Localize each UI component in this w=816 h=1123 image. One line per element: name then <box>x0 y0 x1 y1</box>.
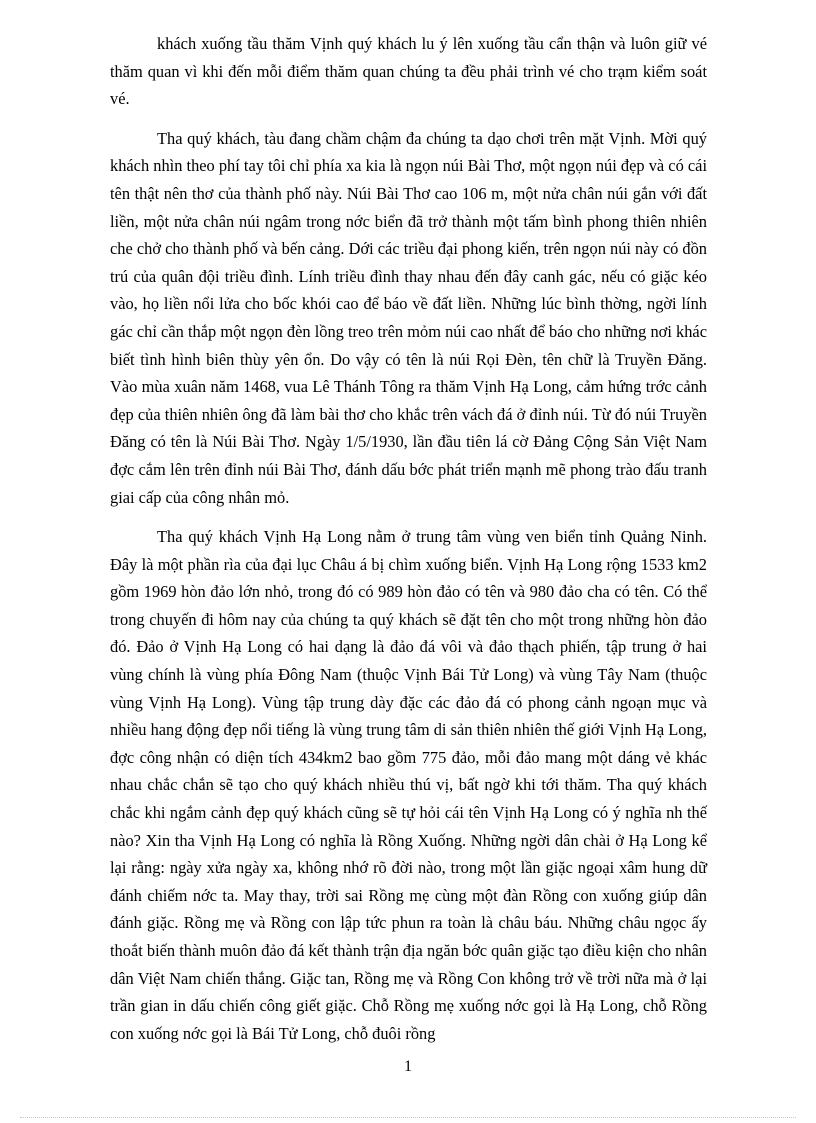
document-body <box>110 30 707 1059</box>
paragraph-3: Tha quý khách Vịnh Hạ Long nằm ở trung tâm vùng ven biển tỉnh Quảng Ninh. Đây là một phần rìa của đại lục Châu á bị chìm xuống biển. Vịnh Hạ Long rộng 1533 km2 gồm 1969 hòn đảo lớn nhỏ, trong đó có 989 hòn đảo có tên và 980 đảo cha có tên. Có thể trong chuyến đi hôm nay của chúng ta quý khách sẽ đặt tên cho một trong những hòn đảo đó. Đảo ở Vịnh Hạ Long có hai dạng là đảo đá vôi và đảo thạch phiến, tập trung ở hai vùng chính là vùng phía Đông Nam (thuộc Vịnh Bái Tử Long) và vùng Tây Nam (thuộc vùng Vịnh Hạ Long). Vùng tập trung dày đặc các đảo đá có phong cảnh ngoạn mục và nhiều hang động đẹp nổi tiếng là vùng trung tâm di sản thiên nhiên thế giới Vịnh Hạ Long, đợc công nhận có diện tích 434km2 bao gồm 775 đảo, mỗi đảo mang một dáng vẻ khác nhau chắc chắn sẽ tạo cho quý khách nhiều thú vị, bất ngờ khi tới thăm. Tha quý khách chắc khi ngắm cảnh đẹp quý khách cũng sẽ tự hỏi cái tên Vịnh Hạ Long có ý nghĩa nh thế nào? Xin tha Vịnh Hạ Long có nghĩa là Rồng Xuống. Những ngời dân chài ở Hạ Long kể lại rằng: ngày xửa ngày xa, không nhớ rõ đời nào, trong một lần giặc ngoại xâm hung dữ đánh chiếm nớc ta. May thay, trời sai Rồng mẹ cùng một đàn Rồng con xuống giúp dân đánh giặc. Rồng mẹ và Rồng con lập tức phun ra toàn là châu báu. Những châu ngọc ấy thoắt biến thành muôn đảo đá kết thành trận địa ngăn bớc quân giặc tạo điều kiện cho nhân dân Việt Nam chiến thắng. Giặc tan, Rồng mẹ và Rồng Con không trở về trời nữa mà ở lại trần gian in dấu chiến công giết giặc. Chỗ Rồng mẹ xuống nớc gọi là Hạ Long, chỗ Rồng con xuống nớc gọi là Bái Tử Long, chỗ đuôi rồng <box>110 527 707 1043</box>
paragraph-2: Tha quý khách, tàu đang chầm chậm đa chúng ta dạo chơi trên mặt Vịnh. Mời quý khách nhìn theo phí tay tôi chỉ phía xa kia là ngọn núi Bài Thơ, một ngọn núi đẹp và có cái tên thật nên thơ của thành phố này. Núi Bài Thơ cao 106 m, một nửa chân núi gắn với đất liền, một nửa chân núi ngâm trong nớc biển đã trở thành một tấm bình phong thiên nhiên che chở cho thành phố và bến cảng. Dới các triều đại phong kiến, trên ngọn núi này có đồn trú của quân đội triều đình. Lính triều đình thay nhau đến đây canh gác, nếu có giặc kéo vào, họ liền nổi lửa cho bốc khói cao để báo về đất liền. Những lúc bình thờng, ngời lính gác chỉ cần thắp một ngọn đèn lồng treo trên mỏm núi cao nhất để báo cho những nơi khác biết tình hình biên thùy yên ổn. Do vậy có tên là núi Rọi Đèn, tên chữ là Truyền Đăng. Vào mùa xuân năm 1468, vua Lê Thánh Tông ra thăm Vịnh Hạ Long, cảm hứng trớc cảnh đẹp của thiên nhiên ông đã làm bài thơ cho khắc trên vách đá ở đỉnh núi. Từ đó núi Truyền Đăng có tên là Núi Bài Thơ. Ngày 1/5/1930, lần đầu tiên lá cờ Đảng Cộng Sản Việt Nam đợc cắm lên trên đỉnh núi Bài Thơ, đánh dấu bớc phát triển mạnh mẽ phong trào đấu tranh giai cấp của công nhân mỏ. <box>110 128 707 507</box>
page-number: 1 <box>404 1058 412 1075</box>
page-bottom-divider <box>20 1117 796 1118</box>
paragraph-1: khách xuống tầu thăm Vịnh quý khách lu ý lên xuống tầu cẩn thận và luôn giữ vé thăm quan vì khi đến mỗi điểm thăm quan chúng ta đều phải trình vé cho trạm kiểm soát vé. <box>110 34 707 109</box>
